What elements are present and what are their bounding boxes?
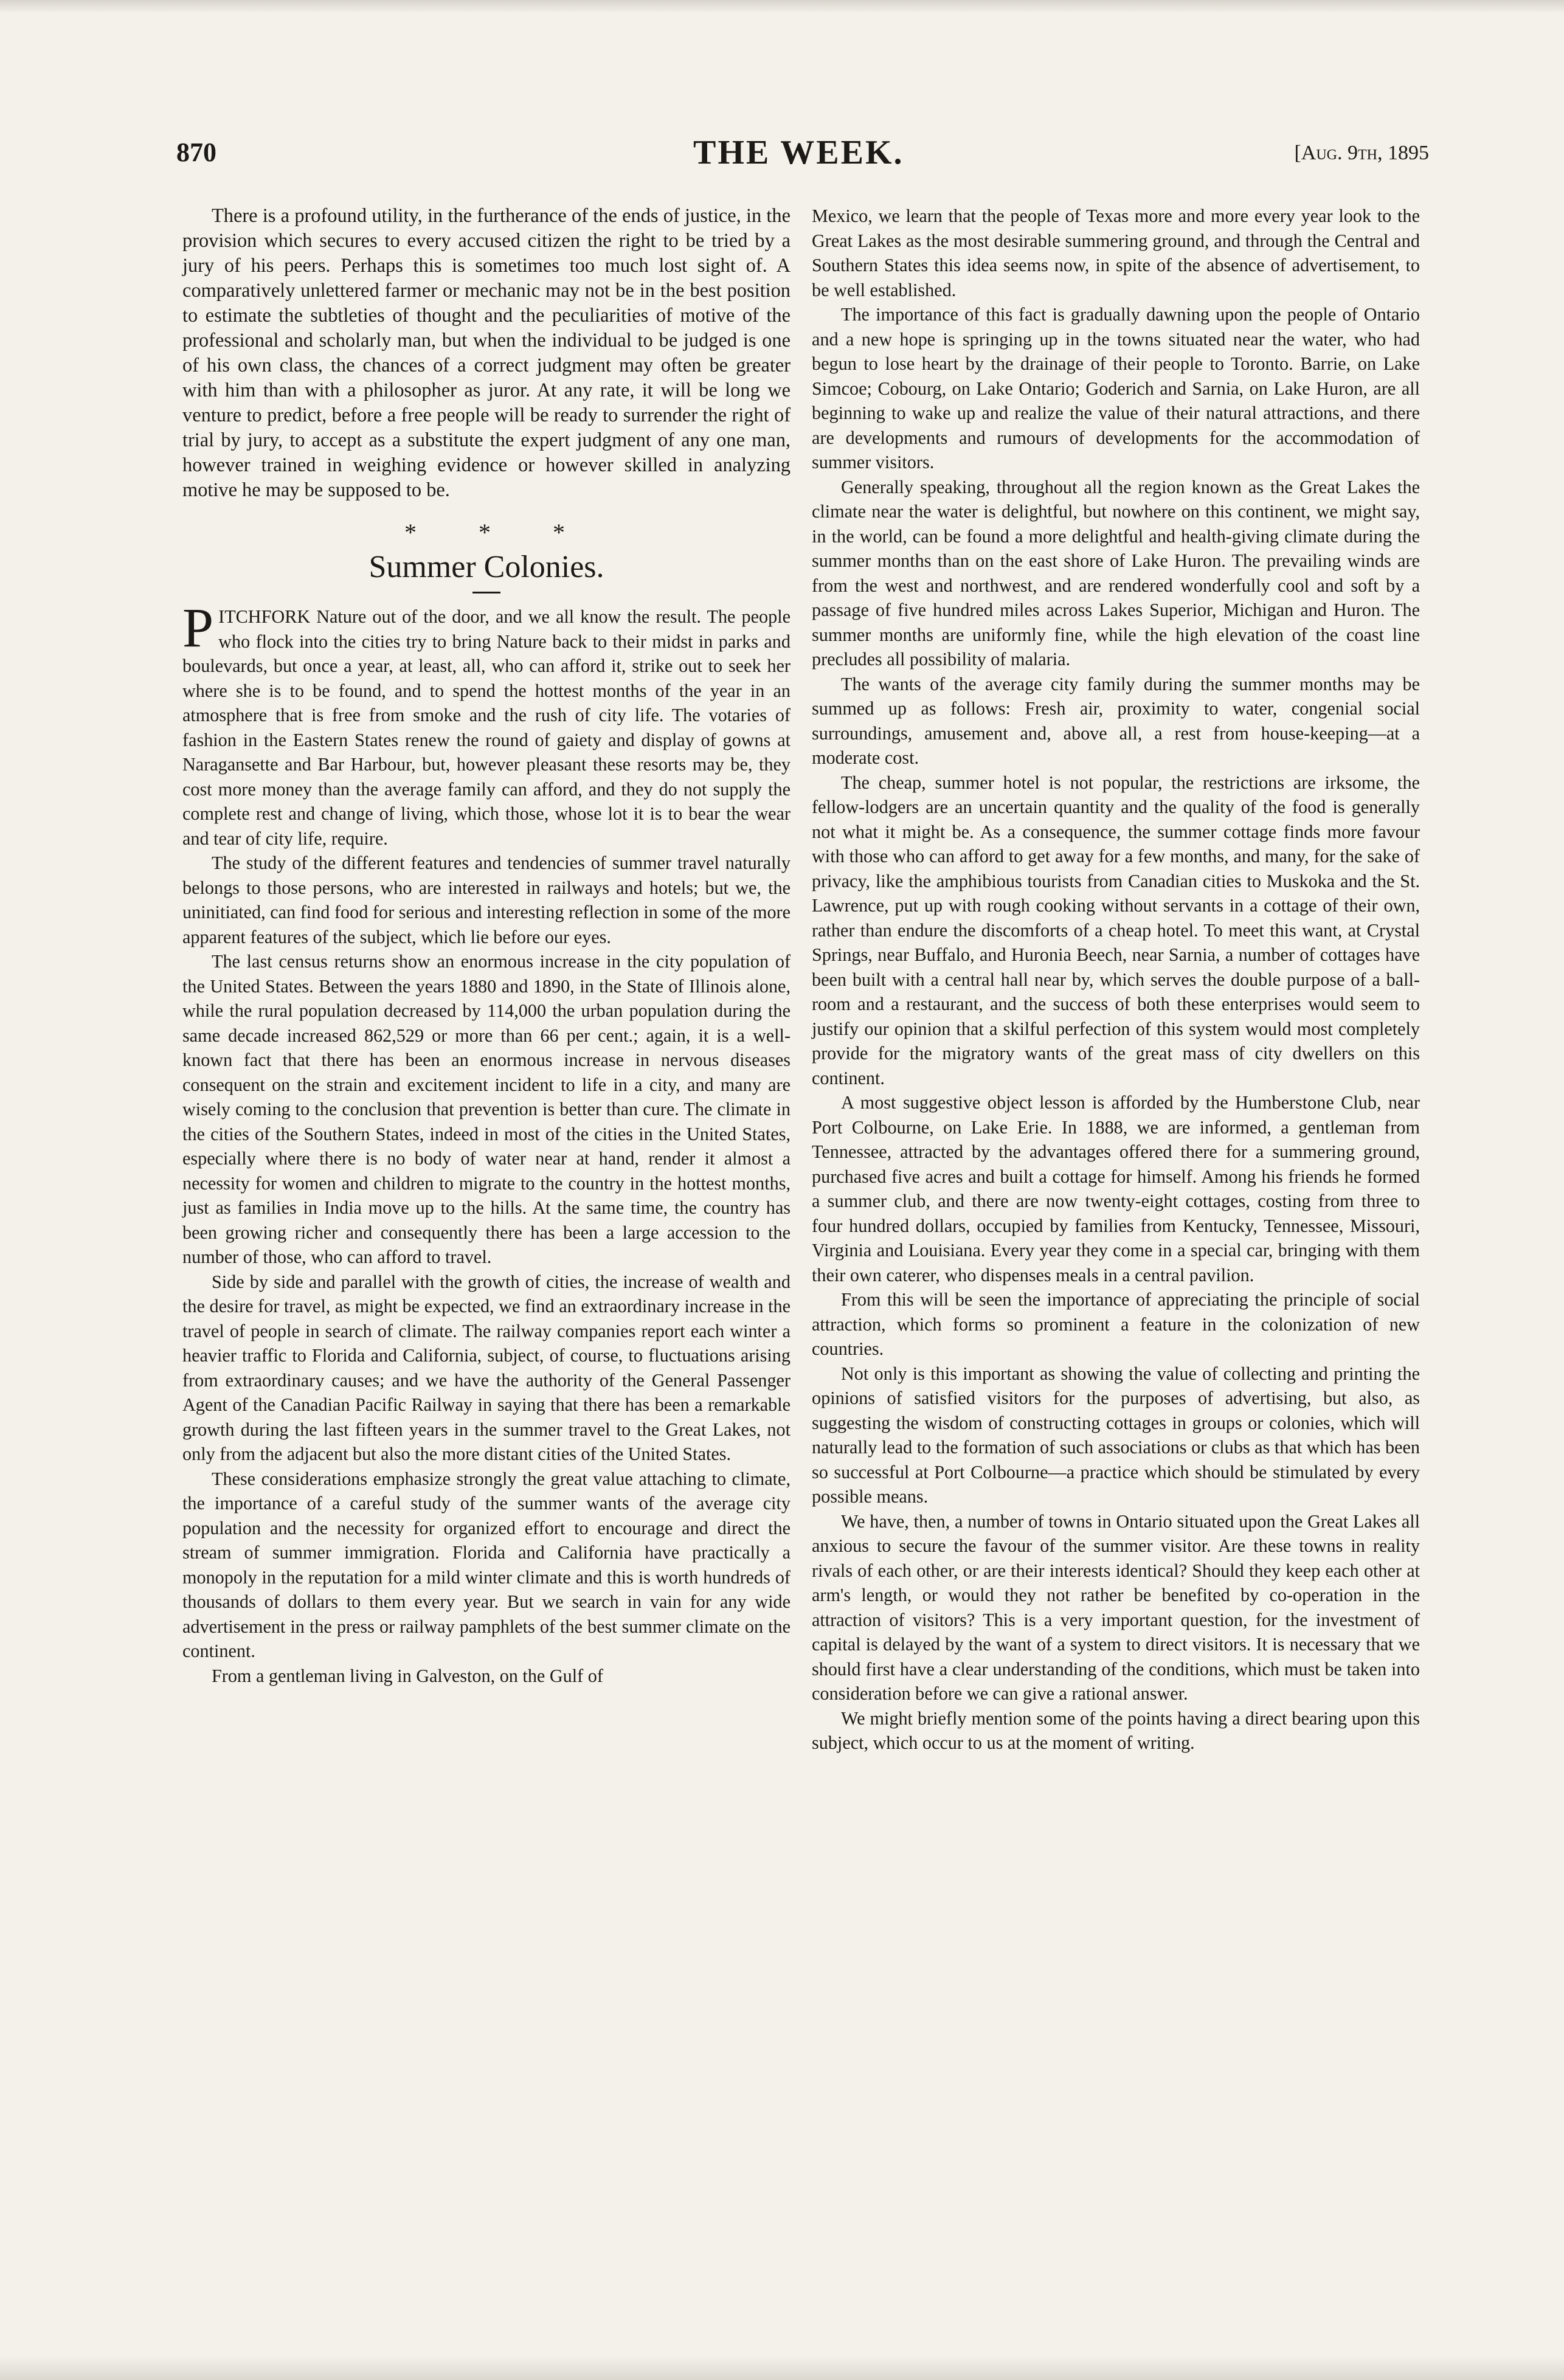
issue-date: [Aug. 9th, 1895 — [1294, 142, 1429, 164]
article-paragraph: We might briefly mention some of the points having a direct bearing upon this subject, which occur to us at the moment of writing. — [812, 1707, 1420, 1753]
article-paragraph: The study of the different features and tendencies of summer travel naturally belongs to those persons, who are interested in railways and hotels; but we, the uninitiated, can find food for serious and interesting reflection in some of the more apparent features of the subject, which lie before our eyes. — [182, 853, 791, 947]
editorial-note — [182, 204, 791, 503]
article-paragraph: A most suggestive object lesson is afforded by the Humberstone Club, near Port Colbourne, on Lake Erie. In 1888, we are informed, a gentleman from Tennessee, attracted by the advantages offered there for a summering ground, purchased five acres and built a cottage for himself. Among his friends he formed a summer club, and there are now twenty-eight cottages, costing from three to four hundred dollars, occupied by families from Kentucky, Tennessee, Missouri, Virginia and Louisiana. Every year they come in a special car, bringing with them their own caterer, who dispenses meals in a central pavilion. — [812, 1092, 1420, 1285]
article-title: Summer Colonies. — [369, 550, 604, 584]
article-paragraph: Generally speaking, throughout all the region known as the Great Lakes the climate near the water is delightful, but nowhere on this continent, we might say, in the world, can be found a more delightful and health-giving climate during the summer months than on the east shore of Lake Huron. The prevailing winds are from the west and northwest, and are rendered wonderfully cool and soft by a passage of five hundred miles across Lakes Superior, Michigan and Huron. The summer months are uniformly fine, while the high elevation of the coast line precludes all possibility of malaria. — [812, 476, 1420, 669]
page-number: 870 — [176, 137, 216, 167]
article-opening-paragraph — [182, 597, 791, 851]
masthead-title: THE WEEK. — [693, 134, 904, 171]
page-bottom-edge — [0, 2356, 1564, 2380]
article-paragraph: The cheap, summer hotel is not popular, the restrictions are irksome, the fellow-lodgers are an uncertain quantity and the quality of the food is generally not what it might be. As a consequence, the summer cottage finds more favour with those who can afford to get away for a few months, and many, for the sake of privacy, like the amphibious tourists from Canadian cities to Muskoka and the St. Lawrence, put up with rough cooking without servants in a cottage of their own, rather than endure the discomforts of a cheap hotel. To meet this want, at Crystal Springs, near Buffalo, and Huronia Beech, near Sarnia, a number of cottages have been built with a central hall near by, which serves the double purpose of a ball-room and a restaurant, and the success of both these enterprises would seem to justify our opinion that a skilful perfection of this system would most completely provide for the migratory wants of the great mass of city dwellers on this continent. — [812, 772, 1420, 1088]
left-column — [182, 204, 791, 1688]
title-rule — [472, 592, 500, 593]
drop-cap: P — [182, 597, 214, 659]
right-column — [812, 204, 1420, 1756]
article-paragraph-continued: Mexico, we learn that the people of Texas more and more every year look to the Great Lakes as the most desirable summering ground, and through the Central and Southern States this idea seems now, in spite of the absence of advertisement, to be well established. — [812, 206, 1420, 300]
editorial-paragraph: There is a profound utility, in the furtherance of the ends of justice, in the provision which secures to every accused citizen the right to be tried by a jury of his peers. Perhaps this is sometimes too much lost sight of. A comparatively unlettered farmer or mechanic may not be in the best position to estimate the subtleties of thought and the peculiarities of motive of the professional and scholarly man, but when the individual to be judged is one of his own class, the chances of a correct judgment may often be greater with him than with a philosopher as juror. At any rate, it will be long we venture to predict, before a free people will be ready to surrender the right of trial by jury, to accept as a substitute the expert judgment of any one man, however trained in weighing evidence or however skilled in analyzing motive he may be supposed to be. — [182, 205, 791, 501]
article-paragraph: These considerations emphasize strongly the great value attaching to climate, the importance of a careful study of the summer wants of the average city population and the necessity for organized effort to encourage and direct the stream of summer immigration. Florida and California have practically a monopoly in the reputation for a mild winter climate and this is worth hundreds of thousands of dollars to them every year. But we search in vain for any wide advertisement in the press or railway pamphlets of the best summer climate on the continent. — [182, 1468, 791, 1661]
article-paragraph: We have, then, a number of towns in Ontario situated upon the Great Lakes all anxious to secure the favour of the summer visitor. Are these towns in reality rivals of each other, or are their interests identical? Should they keep each other at arm's length, or would they not rather be benefited by co-operation in the attraction of visitors? This is a very important question, for the investment of capital is delayed by the want of a system to direct visitors. It is necessary that we should first have a clear understanding of the conditions, which must be taken into consideration before we can give a rational answer. — [812, 1510, 1420, 1704]
article-paragraph: From this will be seen the importance of appreciating the principle of social attraction, which forms so prominent a feature in the colonization of new countries. — [812, 1289, 1420, 1359]
article-paragraph: From a gentleman living in Galveston, on the Gulf of — [212, 1665, 603, 1686]
article-paragraph: Side by side and parallel with the growth of cities, the increase of wealth and the desire for travel, as might be expected, we find an extraordinary increase in the travel of people in search of climate. The railway companies report each winter a heavier traffic to Florida and California, subject, of course, to fluctuations arising from extraordinary causes; and we have the authority of the General Passenger Agent of the Canadian Pacific Railway in saying that there has been a remarkable growth during the last fifteen years in the summer travel to the Great Lakes, not only from the adjacent but also the more distant cities of the United States. — [182, 1271, 791, 1464]
article-paragraph: The last census returns show an enormous increase in the city population of the United States. Between the years 1880 and 1890, in the State of Illinois alone, while the rural population decreased by 114,000 the urban population during the same decade increased 862,529 or more than 66 per cent.; again, it is a well-known fact that there has been an enormous increase in nervous diseases consequent on the strain and excitement incident to life in a city, and many are wisely coming to the conclusion that prevention is better than cure. The climate in the cities of the Southern States, indeed in most of the cities in the United States, especially where there is no body of water near at hand, render it almost a necessity for women and children to migrate to the country in the hottest months, just as families in India move up to the hills. At the same time, the country has been growing richer and consequently there has been a large accession to the number of those, who can afford to travel. — [182, 951, 791, 1267]
article-paragraph: The wants of the average city family during the summer months may be summed up as follows: Fresh air, proximity to water, congenial social surroundings, amusement and, above all, a rest from house-keeping—at a moderate cost. — [812, 673, 1420, 768]
page-top-edge — [0, 0, 1564, 13]
article-paragraph: Not only is this important as showing the value of collecting and printing the opinions of satisfied visitors for the purposes of advertising, but also, as suggesting the wisdom of constructing cottages in groups or colonies, which will naturally lead to the formation of such associations or clubs as that which has been so successful at Port Colbourne—a practice which should be stimulated by every possible means. — [812, 1363, 1420, 1507]
article-paragraph: The importance of this fact is gradually dawning upon the people of Ontario and a new hope is springing up in the towns situated near the water, who had begun to lose heart by the drainage of their people to Toronto. Barrie, on Lake Simcoe; Cobourg, on Lake Ontario; Goderich and Sarnia, on Lake Huron, are all beginning to wake up and realize the value of their natural attractions, and there are developments and rumours of developments for the accommodation of summer visitors. — [812, 304, 1420, 472]
opening-word: ITCHFORK — [218, 606, 311, 627]
paragraph-text: Nature out of the door, and we all know the result. The people who flock into the cities try to bring Nature back to their midst in parks and boulevards, but once a year, at least, all, who can afford it, strike out to seek her where she is to be found, and to spend the hottest months of the year in an atmosphere that is free from smoke and the rush of city life. The votaries of fashion in the Eastern States renew the round of gaiety and display of gowns at Naragansette and Bar Harbour, but, however pleasant these resorts may be, they cost more money than the average family can afford, and they do not supply the complete rest and change of living, which those, whose lot it is to bear the wear and tear of city life, require. — [182, 606, 791, 849]
page-header — [176, 134, 1429, 179]
section-separator: * * * — [404, 519, 593, 546]
